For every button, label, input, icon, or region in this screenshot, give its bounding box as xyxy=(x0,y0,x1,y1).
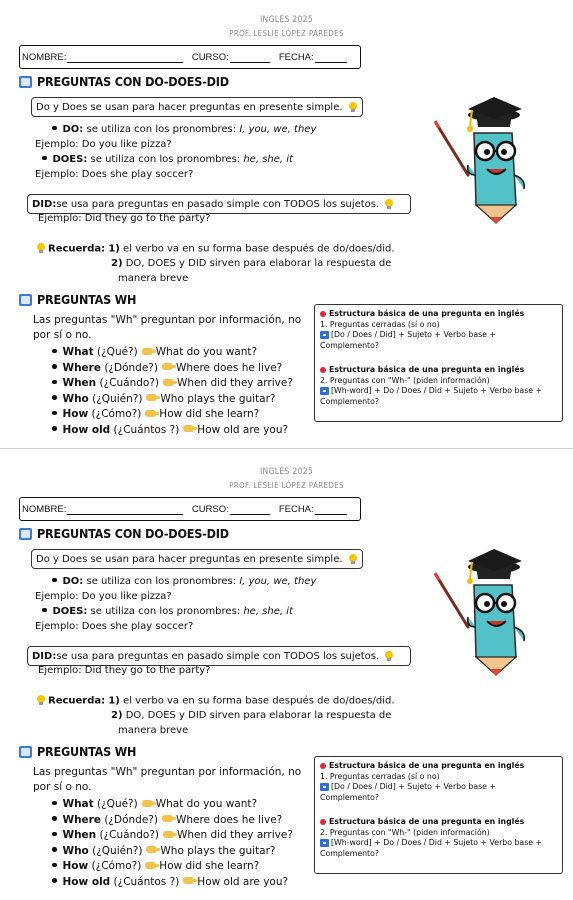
bullet-icon xyxy=(52,878,57,883)
structure-heading-2: Estructura básica de una pregunta en inglés xyxy=(320,817,557,828)
pointing-hand-icon xyxy=(162,363,173,370)
pointing-hand-icon xyxy=(183,425,194,432)
structure-heading-1: Estructura básica de una pregunta en inglés xyxy=(320,309,557,320)
bullet-icon xyxy=(52,126,57,131)
pushpin-icon xyxy=(320,367,326,373)
bullet-icon xyxy=(52,832,57,837)
student-info-box xyxy=(19,45,361,69)
worksheet-copy-2 xyxy=(0,452,573,892)
bullet-icon xyxy=(52,801,57,806)
lightbulb-icon xyxy=(384,199,394,210)
lightbulb-icon xyxy=(36,695,45,706)
bullet-icon xyxy=(52,349,57,354)
wh-item: How (¿Cómo?) How did she learn? xyxy=(52,408,259,421)
worksheet-copy-1 xyxy=(0,0,573,440)
date-label: FECHA: xyxy=(278,52,314,63)
intro-box: Do y Does se usan para hacer preguntas en presente simple. xyxy=(31,549,363,569)
bullet-icon xyxy=(52,380,57,385)
remember-line-2: 2) DO, DOES y DID sirven para elaborar la respuesta de xyxy=(111,258,392,269)
header-teacher: PROF. LESLIE LÓPEZ PAREDES xyxy=(229,29,344,38)
pencil-graduate-mascot-icon xyxy=(430,93,540,233)
arrow-right-icon xyxy=(320,331,329,339)
bullet-icon xyxy=(52,426,57,431)
wh-intro-2: por sí o no. xyxy=(33,329,92,341)
did-example: Ejemplo: Did they go to the party? xyxy=(38,665,211,676)
structure-type-1: 1. Preguntas cerradas (sí o no) xyxy=(320,319,440,329)
structure-type-2: 2. Preguntas con "Wh-" (piden información) xyxy=(320,827,490,837)
pointing-hand-icon xyxy=(163,831,174,838)
structure-panel xyxy=(314,756,563,874)
wh-intro-1: Las preguntas "Wh" preguntan por información, no xyxy=(33,766,302,778)
bullet-icon xyxy=(52,411,57,416)
structure-formula-1: [Do / Does / Did] + Sujeto + Verbo base + Complemento? xyxy=(320,782,496,802)
structure-formula-2: [Wh-word] + Do / Does / Did + Sujeto + Verbo base + Complemento? xyxy=(320,838,543,858)
name-label: NOMBRE: xyxy=(22,504,67,515)
wh-intro-1: Las preguntas "Wh" preguntan por información, no xyxy=(33,314,302,326)
did-example: Ejemplo: Did they go to the party? xyxy=(38,213,211,224)
did-box: DID: se usa para preguntas en pasado simple con TODOS los sujetos. xyxy=(27,646,411,666)
does-rule: DOES: se utiliza con los pronombres: he, she, it xyxy=(42,154,293,167)
wh-item: When (¿Cuándo?) When did they arrive? xyxy=(52,377,293,390)
do-example: Ejemplo: Do you like pizza? xyxy=(35,591,172,602)
lightbulb-icon xyxy=(36,243,45,254)
structure-heading-1: Estructura básica de una pregunta en inglés xyxy=(320,761,557,772)
date-field[interactable] xyxy=(315,54,347,63)
wh-item: How old (¿Cuántos ?) How old are you? xyxy=(52,876,288,889)
wh-item: How (¿Cómo?) How did she learn? xyxy=(52,860,259,873)
do-rule: DO: se utiliza con los pronombres: I, you, we, they xyxy=(52,124,316,137)
structure-type-2: 2. Preguntas con "Wh-" (piden información) xyxy=(320,375,490,385)
bullet-icon xyxy=(52,364,57,369)
bullet-icon xyxy=(52,578,57,583)
bullet-icon xyxy=(42,608,47,613)
section-title-do-does-did: PREGUNTAS CON DO-DOES-DID xyxy=(19,526,229,541)
lightbulb-icon xyxy=(348,102,358,113)
book-icon xyxy=(19,293,33,307)
header-title: INGLÉS 2025 xyxy=(259,467,314,477)
remember-line-1: Recuerda: 1) el verbo va en su forma base después de do/does/did. xyxy=(36,243,395,256)
pointing-hand-icon xyxy=(162,815,173,822)
pointing-hand-icon xyxy=(142,348,153,355)
arrow-right-icon xyxy=(320,783,329,791)
wh-item: How old (¿Cuántos ?) How old are you? xyxy=(52,424,288,437)
structure-formula-1: [Do / Does / Did] + Sujeto + Verbo base + Complemento? xyxy=(320,330,496,350)
section-title-wh: PREGUNTAS WH xyxy=(19,292,136,307)
wh-item: Where (¿Dónde?) Where does he live? xyxy=(52,814,282,827)
lightbulb-icon xyxy=(348,554,358,565)
structure-type-1: 1. Preguntas cerradas (sí o no) xyxy=(320,771,440,781)
wh-item: Who (¿Quién?) Who plays the guitar? xyxy=(52,845,276,858)
pushpin-icon xyxy=(320,763,326,769)
date-field[interactable] xyxy=(315,506,347,515)
arrow-right-icon xyxy=(320,387,329,395)
remember-line-2: 2) DO, DOES y DID sirven para elaborar la respuesta de xyxy=(111,710,392,721)
structure-formula-2: [Wh-word] + Do / Does / Did + Sujeto + Verbo base + Complemento? xyxy=(320,386,543,406)
pointing-hand-icon xyxy=(142,800,153,807)
bullet-icon xyxy=(42,156,47,161)
header-title: INGLÉS 2025 xyxy=(259,15,314,25)
date-label: FECHA: xyxy=(278,504,314,515)
bullet-icon xyxy=(52,395,57,400)
header-teacher: PROF. LESLIE LÓPEZ PAREDES xyxy=(229,481,344,490)
do-rule: DO: se utiliza con los pronombres: I, you, we, they xyxy=(52,576,316,589)
structure-heading-2: Estructura básica de una pregunta en inglés xyxy=(320,365,557,376)
bullet-icon xyxy=(52,816,57,821)
does-rule: DOES: se utiliza con los pronombres: he, she, it xyxy=(42,606,293,619)
name-label: NOMBRE: xyxy=(22,52,67,63)
wh-item: When (¿Cuándo?) When did they arrive? xyxy=(52,829,293,842)
name-field[interactable] xyxy=(67,54,182,63)
course-field[interactable] xyxy=(230,54,270,63)
bullet-icon xyxy=(52,847,57,852)
remember-line-3: manera breve xyxy=(118,273,189,284)
section-title-wh: PREGUNTAS WH xyxy=(19,744,136,759)
remember-line-1: Recuerda: 1) el verbo va en su forma base después de do/does/did. xyxy=(36,695,395,708)
book-icon xyxy=(19,75,33,89)
remember-line-3: manera breve xyxy=(118,725,189,736)
intro-box: Do y Does se usan para hacer preguntas en presente simple. xyxy=(31,97,363,117)
book-icon xyxy=(19,527,33,541)
structure-panel xyxy=(314,304,563,422)
pointing-hand-icon xyxy=(163,379,174,386)
course-label: CURSO: xyxy=(191,52,229,63)
student-info-box xyxy=(19,497,361,521)
book-icon xyxy=(19,745,33,759)
bullet-icon xyxy=(52,863,57,868)
pushpin-icon xyxy=(320,311,326,317)
pushpin-icon xyxy=(320,819,326,825)
page-divider xyxy=(0,448,573,449)
pencil-graduate-mascot-icon xyxy=(430,545,540,685)
wh-item: Where (¿Dónde?) Where does he live? xyxy=(52,362,282,375)
does-example: Ejemplo: Does she play soccer? xyxy=(35,621,194,632)
pointing-hand-icon xyxy=(146,394,157,401)
arrow-right-icon xyxy=(320,839,329,847)
pointing-hand-icon xyxy=(145,862,156,869)
name-field[interactable] xyxy=(67,506,182,515)
wh-intro-2: por sí o no. xyxy=(33,781,92,793)
wh-item: What (¿Qué?) What do you want? xyxy=(52,798,257,811)
did-box: DID: se usa para preguntas en pasado simple con TODOS los sujetos. xyxy=(27,194,411,214)
wh-item: What (¿Qué?) What do you want? xyxy=(52,346,257,359)
wh-item: Who (¿Quién?) Who plays the guitar? xyxy=(52,393,276,406)
section-title-do-does-did: PREGUNTAS CON DO-DOES-DID xyxy=(19,74,229,89)
lightbulb-icon xyxy=(384,651,394,662)
pointing-hand-icon xyxy=(145,410,156,417)
does-example: Ejemplo: Does she play soccer? xyxy=(35,169,194,180)
course-label: CURSO: xyxy=(191,504,229,515)
pointing-hand-icon xyxy=(183,877,194,884)
pointing-hand-icon xyxy=(146,846,157,853)
do-example: Ejemplo: Do you like pizza? xyxy=(35,139,172,150)
course-field[interactable] xyxy=(230,506,270,515)
